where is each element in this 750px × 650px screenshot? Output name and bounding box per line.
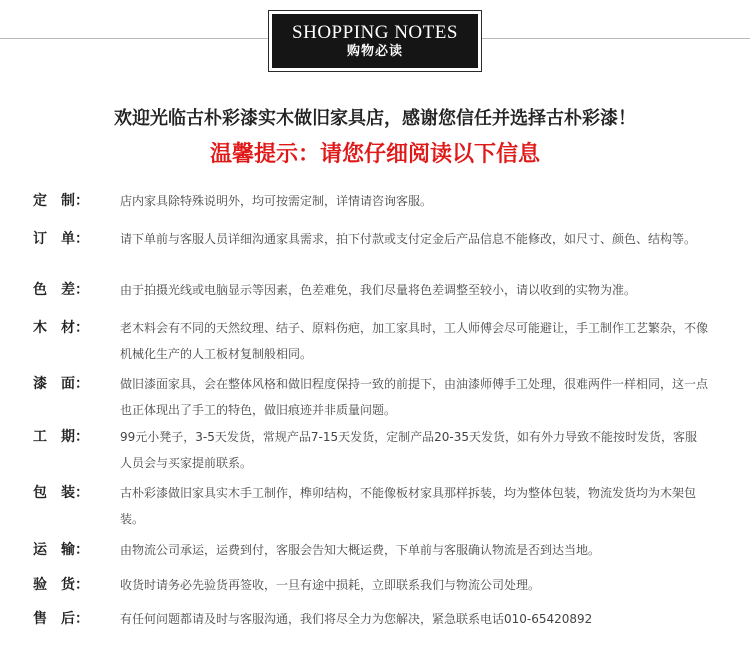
note-text: 店内家具除特殊说明外，均可按需定制，详情请咨询客服。 <box>120 194 433 208</box>
note-label: 木 材： <box>33 320 89 336</box>
shopping-notes-banner <box>268 10 482 72</box>
note-label: 订 单： <box>33 231 89 247</box>
header-rule-right <box>482 38 750 39</box>
banner-inner <box>272 14 478 68</box>
note-label: 运 输： <box>33 542 89 558</box>
note-label: 包 装： <box>33 485 89 501</box>
note-label: 工 期： <box>33 429 89 445</box>
note-text: 由物流公司承运，运费到付，客服会告知大概运费，下单前与客服确认物流是否到达当地。 <box>120 543 601 557</box>
banner-title-cn: 购物必读 <box>346 44 403 59</box>
note-text: 由于拍摄光线或电脑显示等因素，色差难免，我们尽量将色差调整至较小，请以收到的实物为准。 <box>120 283 637 297</box>
note-text: 有任何问题都请及时与客服沟通，我们将尽全力为您解决，紧急联系电话010-65420892 <box>120 612 593 626</box>
note-text: 老木料会有不同的天然纹理、结子、原料伤疤，加工家具时，工人师傅会尽可能避让，手工制作工艺繁杂，不像机械化生产的人工板材复制般相同。 <box>120 321 709 361</box>
note-label: 定 制： <box>33 193 89 209</box>
welcome-message: 欢迎光临古朴彩漆实木做旧家具店，感谢您信任并选择古朴彩漆！ <box>114 108 636 129</box>
header-rule-left <box>0 38 268 39</box>
note-label: 验 货： <box>33 577 89 593</box>
note-text: 古朴彩漆做旧家具实木手工制作，榫卯结构，不能像板材家具那样拆装，均为整体包装，物流发货均为木架包装。 <box>120 486 697 526</box>
note-text: 做旧漆面家具，会在整体风格和做旧程度保持一致的前提下，由油漆师傅手工处理，很难两件一样相同，这一点也正体现出了手工的特色，做旧痕迹并非质量问题。 <box>120 377 709 417</box>
banner-title-en: SHOPPING NOTES <box>292 22 458 43</box>
notice-heading: 温馨提示：请您仔细阅读以下信息 <box>209 142 540 167</box>
note-label: 色 差： <box>33 282 89 298</box>
note-label: 售 后： <box>33 611 89 627</box>
note-text: 收货时请务必先验货再签收，一旦有途中损耗，立即联系我们与物流公司处理。 <box>120 578 541 592</box>
note-text: 请下单前与客服人员详细沟通家具需求，拍下付款或支付定金后产品信息不能修改，如尺寸、颜色、结构等。 <box>120 232 697 246</box>
note-text: 99元小凳子，3-5天发货，常规产品7-15天发货，定制产品20-35天发货，如有外力导致不能按时发货，客服人员会与买家提前联系。 <box>120 430 697 470</box>
note-label: 漆 面： <box>33 376 89 392</box>
